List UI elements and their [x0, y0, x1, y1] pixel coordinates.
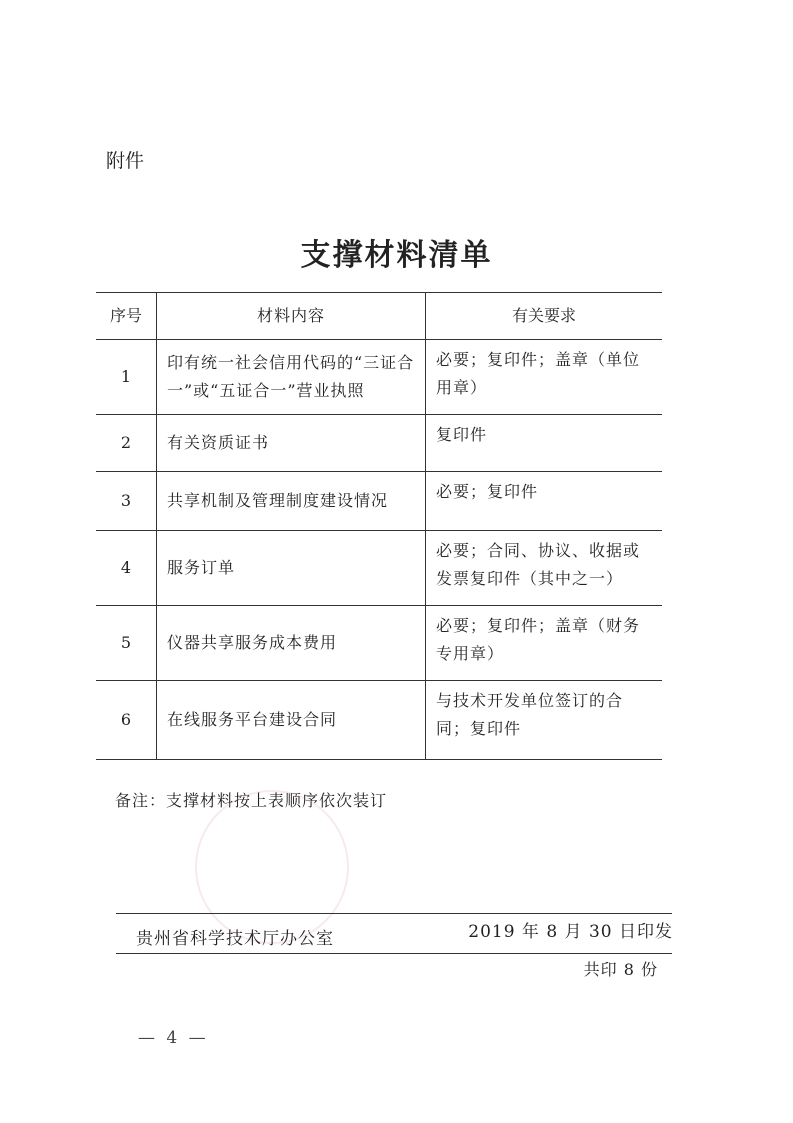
row-requirement: 与技术开发单位签订的合同；复印件: [426, 681, 663, 760]
attachment-label: 附件: [106, 150, 145, 172]
table-header-row: [96, 293, 662, 340]
row-serial: 4: [96, 531, 157, 606]
document-title: 支撑材料清单: [300, 238, 493, 273]
table-row: [96, 340, 662, 415]
row-content: 印有统一社会信用代码的“三证合一”或“五证合一”营业执照: [157, 340, 426, 415]
row-content: 仪器共享服务成本费用: [157, 606, 426, 681]
table-row: [96, 681, 662, 760]
issue-date: 2019 年 8 月 30 日印发: [468, 922, 673, 942]
row-serial: 5: [96, 606, 157, 681]
row-requirement: 复印件: [426, 415, 663, 472]
row-serial: 1: [96, 340, 157, 415]
issuer-name: 贵州省科学技术厅办公室: [136, 929, 334, 949]
row-requirement: 必要；复印件；盖章（单位用章）: [426, 340, 663, 415]
row-serial: 3: [96, 472, 157, 531]
page-number: — 4 —: [138, 1028, 209, 1048]
table-row: [96, 606, 662, 681]
table-row: [96, 472, 662, 531]
row-requirement: 必要；复印件；盖章（财务专用章）: [426, 606, 663, 681]
row-content: 共享机制及管理制度建设情况: [157, 472, 426, 531]
row-serial: 2: [96, 415, 157, 472]
row-content: 有关资质证书: [157, 415, 426, 472]
table-row: [96, 531, 662, 606]
table-note: 备注：支撑材料按上表顺序依次装订: [115, 791, 388, 810]
faint-seal-stamp: [195, 790, 349, 944]
header-serial: 序号: [96, 293, 157, 340]
table-row: [96, 415, 662, 472]
divider-top: [116, 913, 672, 914]
row-requirement: 必要；复印件: [426, 472, 663, 531]
materials-table: [96, 292, 662, 760]
row-serial: 6: [96, 681, 157, 760]
row-content: 服务订单: [157, 531, 426, 606]
header-content: 材料内容: [157, 293, 426, 340]
row-content: 在线服务平台建设合同: [157, 681, 426, 760]
copies-count: 共印 8 份: [583, 960, 658, 979]
row-requirement: 必要；合同、协议、收据或发票复印件（其中之一）: [426, 531, 663, 606]
divider-bottom: [116, 953, 672, 954]
header-requirement: 有关要求: [426, 293, 663, 340]
